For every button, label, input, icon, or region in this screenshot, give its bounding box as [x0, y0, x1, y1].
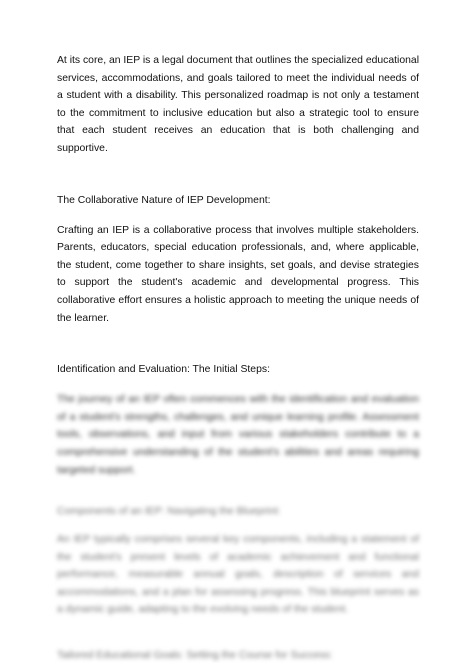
section-paragraph-collaborative: Crafting an IEP is a collaborative process that involves multiple stakeholders. Parents, educators, special education professionals, and, where applicable, the student, come together to share insights, set goals, and devise strategies to support the student's academic and developmental progress. This collaborative effort ensures a holistic approach to meeting the unique needs of the learner. [57, 224, 419, 324]
section-heading-collaborative: The Collaborative Nature of IEP Development: [57, 194, 271, 206]
intro-paragraph: At its core, an IEP is a legal document that outlines the specialized educational services, accommodations, and goals tailored to meet the individual needs of a student with a disability. This personalized roadmap is not only a testament to the commitment to inclusive education but also a strategic tool to ensure that each student receives an education that is both challenging and supportive. [57, 55, 419, 154]
section-heading-goals: Tailored Educational Goals: Setting the Course for Success: [57, 650, 333, 662]
section-heading-identification: Identification and Evaluation: The Initial Steps: [57, 364, 270, 376]
document-body [57, 52, 419, 663]
section-heading-components: Components of an IEP: Navigating the Blueprint: [57, 506, 281, 518]
section-paragraph-components: An IEP typically comprises several key components, including a statement of the student's present levels of academic achievement and functional performance, measurable annual goals, description of services and accommodations, and a plan for assessing progress. This blueprint serves as a dynamic guide, adapting to the evolving needs of the student. [57, 534, 419, 616]
section-paragraph-identification: The journey of an IEP often commences with the identification and evaluation of a student's strengths, challenges, and unique learning profile. Assessment tools, observations, and input from various stakeholders contribute to a comprehensive understanding of the student's abilities and areas requiring targeted support. [57, 394, 419, 476]
